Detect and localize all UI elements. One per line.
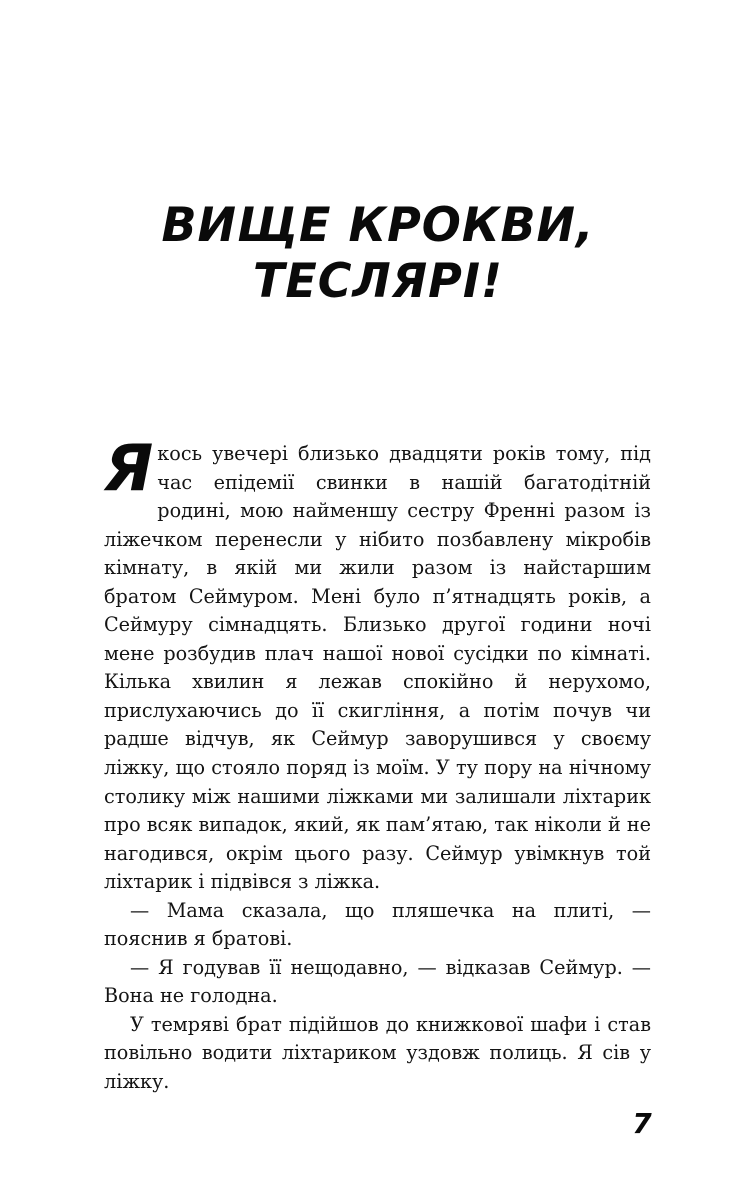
chapter-title — [0, 197, 756, 309]
chapter-body — [104, 432, 651, 1097]
paragraph-dialogue-1: — Мама сказала, що пляшечка на плиті, — пояснив я братові. — [104, 898, 651, 951]
drop-cap: Я — [104, 432, 154, 506]
paragraph-opening-text: кось увечері близько двадцяти років тому, під час епідемії свинки в нашій багатодітній родині, мою найменшу сестру Френні разом із ліжечком перенесли у нібито позбавлену мікробів кімнату, в якій ми жили разом із найстаршим братом Сеймуром. Мені було п’ятнадцять років, а Сеймуру сімнадцять. Близько другої години ночі мене розбудив плач нашої нової сусідки по кімнаті. Кілька хвилин я лежав спокійно й нерухомо, прислухаючись до її скигління, а потім почув чи радше відчув, як Сеймур заворушився у своєму ліжку, що стояло поряд із моїм. У ту пору на нічному столику між нашими ліжками ми залишали ліхтарик про всяк випадок, який, як пам’ятаю, так ніколи й не нагодився, окрім цього разу. Сеймур увімкнув той ліхтарик і підвівся з ліжка. — [104, 442, 651, 894]
chapter-title-line-1: ВИЩЕ КРОКВИ, — [161, 196, 595, 252]
paragraph-opening — [104, 432, 651, 897]
paragraph-dialogue-2: — Я годував її нещодавно, — відказав Сеймур. — Вона не голодна. — [104, 955, 651, 1008]
page-number: 7 — [632, 1107, 652, 1140]
chapter-title-line-2: ТЕСЛЯРІ! — [253, 253, 503, 309]
paragraph-closing: У темряві брат підійшов до книжкової шафи і став повільно водити ліхтариком уздовж полиць. Я сів у ліжку. — [104, 1012, 651, 1094]
